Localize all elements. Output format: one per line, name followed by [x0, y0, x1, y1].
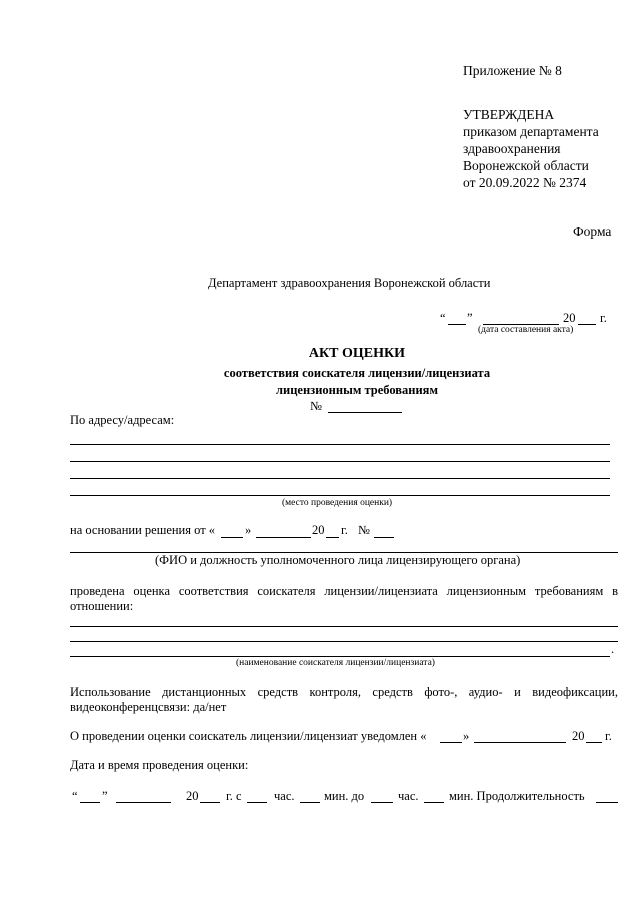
basis-text: на основании решения от «: [70, 523, 216, 537]
dt-minutes-to-blank: [424, 802, 444, 803]
date-close-quote: ”: [467, 311, 473, 325]
act-number-sign: №: [310, 399, 322, 413]
basis-year-g: г.: [341, 523, 348, 537]
act-subtitle-line-2: лицензионным требованиям: [276, 383, 438, 397]
assessment-text-line-2: отношении:: [70, 599, 134, 613]
order-line-3: Воронежской области: [463, 158, 589, 173]
date-year-suffix: г.: [600, 311, 607, 325]
date-open-quote: “: [440, 311, 446, 325]
address-caption: (место проведения оценки): [282, 498, 393, 508]
datetime-label: Дата и время проведения оценки:: [70, 758, 249, 772]
basis-close: »: [245, 523, 252, 537]
basis-day-blank: [221, 537, 243, 538]
date-caption: (дата составления акта): [478, 325, 574, 335]
address-line-2: [70, 461, 610, 462]
dt-g-from: г. с: [226, 789, 242, 803]
notified-year-g: г.: [605, 729, 612, 743]
basis-year-blank: [326, 537, 339, 538]
address-line-3: [70, 478, 610, 479]
date-year-blank: [578, 324, 596, 325]
notified-text: О проведении оценки соискатель лицензии/лицензиат уведомлен «: [70, 729, 427, 743]
licensee-line-1: [70, 626, 618, 627]
address-line-4: [70, 495, 610, 496]
remote-means-line-1: Использование дистанционных средств контроля, средств фото-, аудио- и видеофиксации,: [70, 685, 618, 699]
dt-hours2-label: час.: [398, 789, 419, 803]
address-label: По адресу/адресам:: [70, 413, 175, 427]
dt-duration-label: мин. Продолжительность: [449, 789, 585, 803]
dt-hours-from-blank: [247, 802, 267, 803]
form-label: Форма: [573, 224, 612, 239]
dt-month-blank: [116, 802, 171, 803]
act-title: АКТ ОЦЕНКИ: [308, 346, 406, 361]
basis-month-blank: [256, 537, 311, 538]
assessment-text-line-1: проведена оценка соответствия соискателя лицензии/лицензиата лицензионным требованиям в: [70, 584, 618, 598]
order-line-1: приказом департамента: [463, 124, 599, 139]
dt-close-quote: ”: [102, 789, 108, 803]
order-line-4: от 20.09.2022 № 2374: [463, 175, 587, 190]
department-name: Департамент здравоохранения Воронежской области: [208, 276, 491, 290]
basis-year: 20: [312, 523, 325, 537]
date-day-blank: [448, 324, 466, 325]
dt-minutes-to-label: мин. до: [324, 789, 365, 803]
basis-number-sign: №: [358, 523, 370, 537]
order-line-2: здравоохранения: [463, 141, 561, 156]
dt-hours-to-blank: [371, 802, 393, 803]
notified-year: 20: [572, 729, 585, 743]
licensee-end-dot: .: [611, 642, 615, 656]
licensee-line-3: [70, 656, 610, 657]
dt-minutes-from-blank: [300, 802, 320, 803]
notified-year-blank: [586, 742, 602, 743]
basis-number-blank: [374, 537, 394, 538]
dt-day-blank: [80, 802, 100, 803]
notified-day-blank: [440, 742, 462, 743]
approved-label: УТВЕРЖДЕНА: [463, 107, 555, 122]
notified-month-blank: [474, 742, 566, 743]
licensee-caption: (наименование соискателя лицензии/лицензиата): [236, 658, 435, 668]
official-caption: (ФИО и должность уполномоченного лица лицензирующего органа): [155, 553, 521, 567]
notified-close: »: [463, 729, 470, 743]
act-subtitle-line-1: соответствия соискателя лицензии/лицензиата: [223, 366, 491, 380]
remote-means-line-2: видеоконференцсвязи: да/нет: [70, 700, 227, 714]
dt-year-blank: [200, 802, 220, 803]
address-line-1: [70, 444, 610, 445]
dt-year: 20: [186, 789, 199, 803]
licensee-line-2: [70, 641, 618, 642]
dt-hours-label: час.: [274, 789, 295, 803]
act-number-blank: [328, 412, 402, 413]
appendix-number: Приложение № 8: [463, 63, 562, 78]
dt-open-quote: “: [72, 789, 78, 803]
date-year-prefix: 20: [563, 311, 576, 325]
dt-duration-blank: [596, 802, 618, 803]
